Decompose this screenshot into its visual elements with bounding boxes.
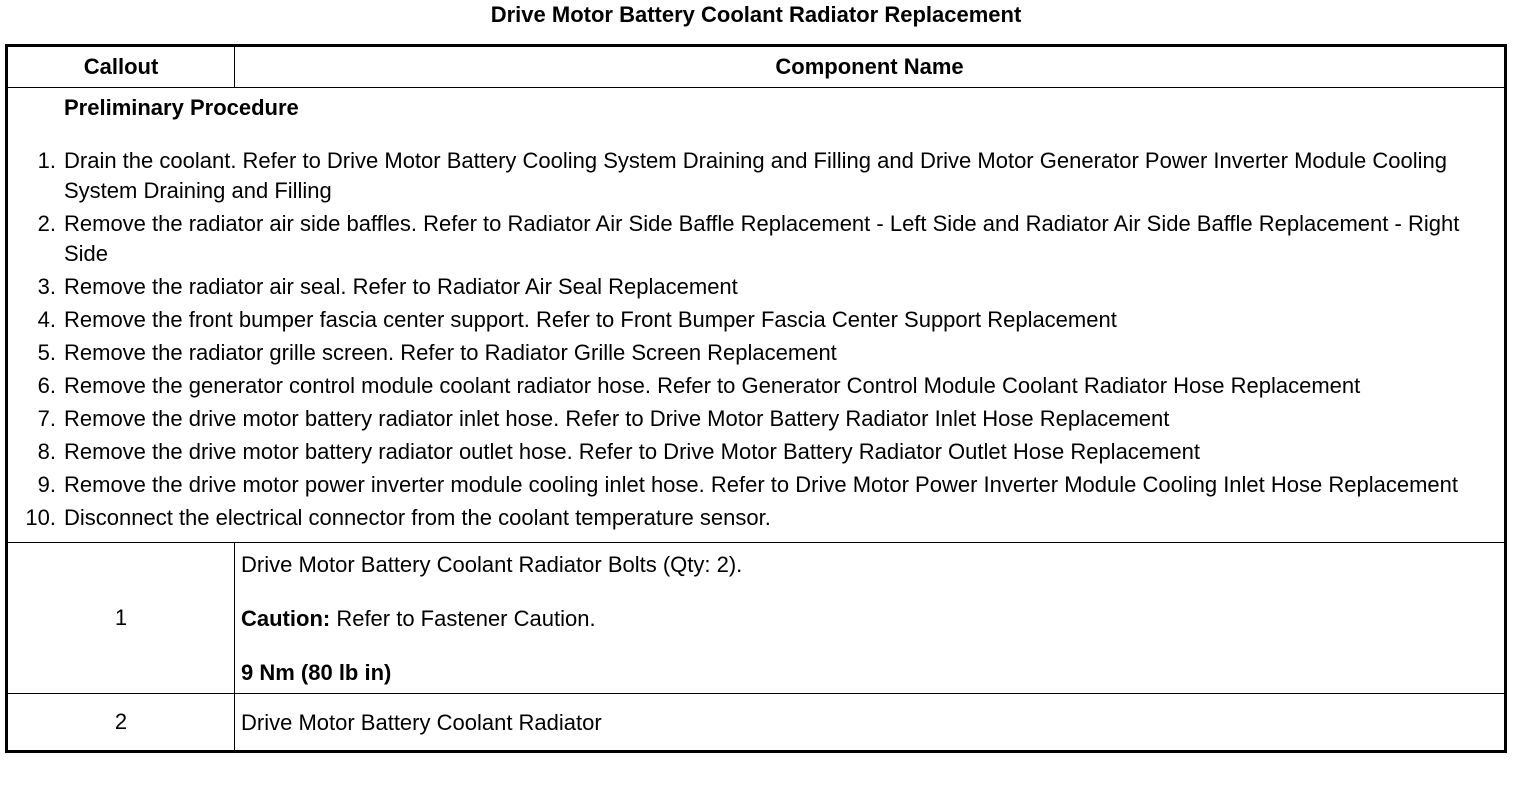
step-item — [8, 338, 1498, 368]
component-name: Drive Motor Battery Coolant Radiator Bolts (Qty: 2). — [241, 552, 743, 577]
callout-number: 1 — [7, 543, 235, 694]
step-text: Remove the radiator grille screen. Refer to Radiator Grille Screen Replacement — [64, 340, 837, 365]
header-component-name: Component Name — [235, 46, 1506, 88]
step-number: 10. — [25, 505, 56, 530]
step-number: 7. — [37, 406, 56, 431]
procedure-table — [5, 44, 1507, 753]
step-text: Remove the generator control module coolant radiator hose. Refer to Generator Control Module Coolant Radiator Hose Replacement — [64, 373, 1361, 398]
step-text: Remove the front bumper fascia center support. Refer to Front Bumper Fascia Center Support Replacement — [64, 307, 1117, 332]
step-text: Remove the drive motor power inverter module cooling inlet hose. Refer to Drive Motor Power Inverter Module Cooling Inlet Hose Replacement — [64, 472, 1458, 497]
step-number: 5. — [37, 340, 56, 365]
caution-note — [241, 605, 1498, 633]
caution-text: Refer to Fastener Caution. — [330, 606, 596, 631]
step-text: Remove the drive motor battery radiator outlet hose. Refer to Drive Motor Battery Radiator Outlet Hose Replacement — [64, 439, 1200, 464]
component-cell — [235, 543, 1506, 694]
step-text: Remove the drive motor battery radiator inlet hose. Refer to Drive Motor Battery Radiator Inlet Hose Replacement — [64, 406, 1170, 431]
step-item — [8, 371, 1498, 401]
step-item — [8, 437, 1498, 467]
step-number: 4. — [37, 307, 56, 332]
step-number: 9. — [37, 472, 56, 497]
step-text: Remove the radiator air seal. Refer to Radiator Air Seal Replacement — [64, 274, 738, 299]
step-item — [8, 470, 1498, 500]
step-item — [8, 503, 1498, 533]
table-row — [7, 694, 1506, 752]
step-number: 8. — [37, 439, 56, 464]
step-number: 3. — [37, 274, 56, 299]
step-item — [8, 404, 1498, 434]
caution-label: Caution: — [241, 606, 331, 631]
header-callout: Callout — [7, 46, 235, 88]
table-row — [7, 543, 1506, 694]
step-text: Remove the radiator air side baffles. Refer to Radiator Air Side Baffle Replacement - Left Side and Radiator Air Side Baffle Replacement - Right Side — [64, 211, 1460, 266]
step-item — [8, 146, 1498, 206]
component-name: Drive Motor Battery Coolant Radiator — [235, 694, 1506, 752]
step-item — [8, 209, 1498, 269]
step-number: 2. — [37, 211, 56, 236]
step-item — [8, 272, 1498, 302]
step-text: Drain the coolant. Refer to Drive Motor Battery Cooling System Draining and Filling and Drive Motor Generator Power Inverter Module Cooling System Draining and Filling — [64, 148, 1447, 203]
preliminary-steps — [8, 146, 1498, 533]
torque-spec: 9 Nm (80 lb in) — [241, 660, 392, 685]
step-item — [8, 305, 1498, 335]
page-title: Drive Motor Battery Coolant Radiator Replacement — [490, 2, 1022, 27]
preliminary-heading: Preliminary Procedure — [64, 95, 299, 120]
preliminary-row — [7, 88, 1506, 543]
callout-number: 2 — [7, 694, 235, 752]
preliminary-cell — [7, 88, 1506, 543]
header-row — [7, 46, 1506, 88]
step-text: Disconnect the electrical connector from the coolant temperature sensor. — [64, 505, 771, 530]
step-number: 1. — [37, 148, 56, 173]
step-number: 6. — [37, 373, 56, 398]
